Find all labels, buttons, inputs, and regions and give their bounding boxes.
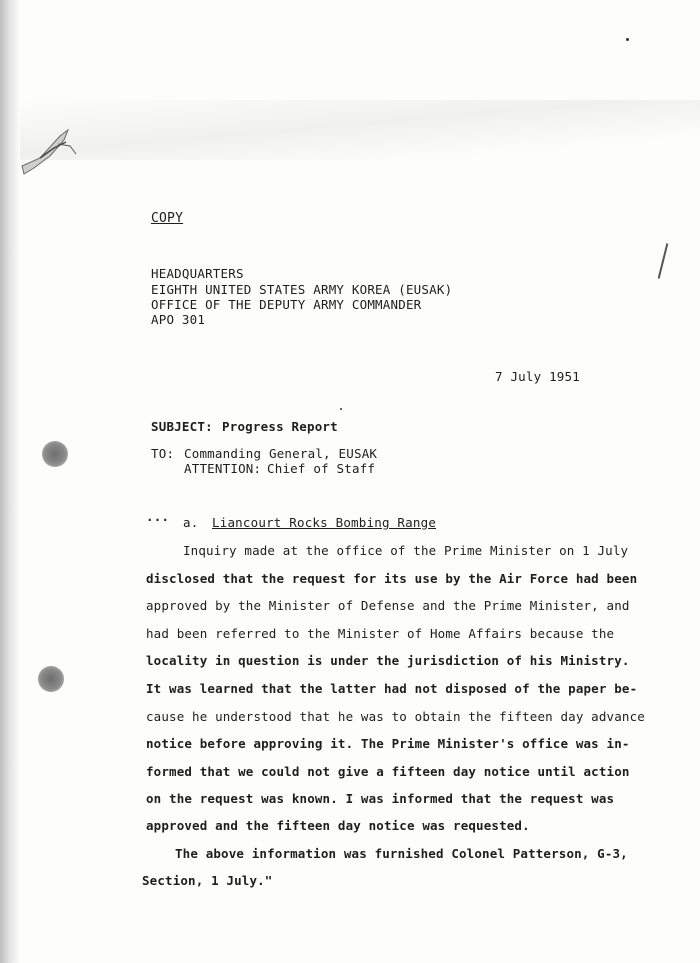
body-line: locality in question is under the jurisdiction of his Ministry. bbox=[146, 653, 630, 668]
omission-mark: ... bbox=[146, 509, 170, 524]
paragraph-label: a. bbox=[183, 515, 199, 530]
body-line: cause he understood that he was to obtain the fifteen day advance bbox=[146, 709, 645, 724]
body-line: approved and the fifteen day notice was requested. bbox=[146, 818, 530, 833]
body-line: Section, 1 July." bbox=[142, 873, 273, 888]
body-line: approved by the Minister of Defense and the Prime Minister, and bbox=[146, 598, 630, 613]
header-line: APO 301 bbox=[151, 312, 206, 327]
body-line: formed that we could not give a fifteen day notice until action bbox=[146, 764, 630, 779]
header-line: OFFICE OF THE DEPUTY ARMY COMMANDER bbox=[151, 297, 422, 312]
attention-label: ATTENTION: bbox=[184, 461, 262, 476]
body-line: It was learned that the latter had not disposed of the paper be- bbox=[146, 681, 638, 696]
document-date: 7 July 1951 bbox=[495, 369, 580, 384]
torn-corner-mark bbox=[20, 118, 90, 188]
scan-edge-shadow bbox=[0, 0, 20, 963]
to-label: TO: bbox=[151, 446, 175, 461]
paragraph-title: Liancourt Rocks Bombing Range bbox=[212, 515, 437, 530]
subject-value: Progress Report bbox=[222, 419, 338, 434]
to-value: Commanding General, EUSAK bbox=[184, 446, 378, 461]
punch-hole bbox=[42, 441, 68, 467]
speck bbox=[340, 408, 342, 410]
body-line: had been referred to the Minister of Home Affairs because the bbox=[146, 626, 615, 641]
body-line: The above information was furnished Colonel Patterson, G-3, bbox=[175, 846, 628, 861]
speck bbox=[626, 38, 629, 41]
body-line: Inquiry made at the office of the Prime Minister on 1 July bbox=[183, 543, 629, 558]
subject-label: SUBJECT: bbox=[151, 419, 213, 434]
copy-label: COPY bbox=[151, 211, 184, 226]
header-line: EIGHTH UNITED STATES ARMY KOREA (EUSAK) bbox=[151, 282, 453, 297]
body-line: notice before approving it. The Prime Minister's office was in- bbox=[146, 736, 630, 751]
paper-fold-shadow bbox=[20, 100, 700, 160]
body-line: on the request was known. I was informed that the request was bbox=[146, 791, 615, 806]
attention-value: Chief of Staff bbox=[267, 461, 376, 476]
header-line: HEADQUARTERS bbox=[151, 266, 244, 281]
body-line: disclosed that the request for its use by the Air Force had been bbox=[146, 571, 638, 586]
edge-mark bbox=[658, 243, 669, 278]
punch-hole bbox=[38, 666, 64, 692]
